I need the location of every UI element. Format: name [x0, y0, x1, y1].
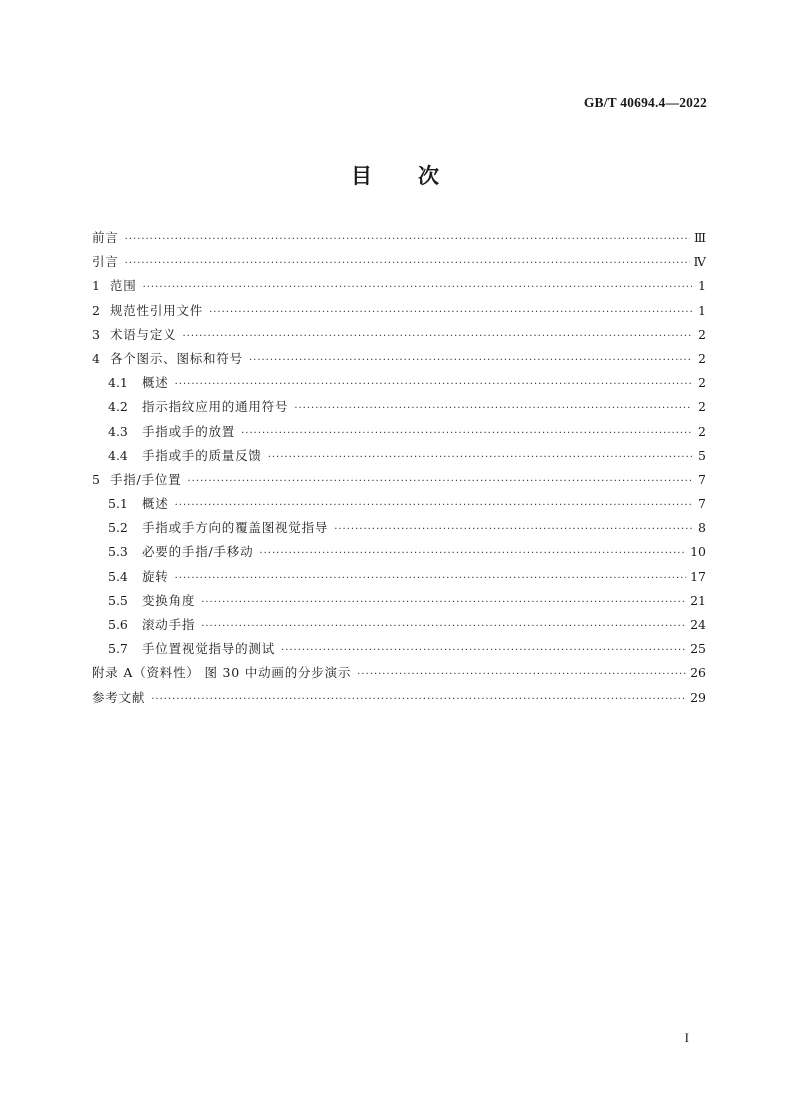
- toc-title-right: 次: [418, 164, 441, 188]
- toc-entry[interactable]: [92, 299, 706, 323]
- toc-dot-leader: [294, 397, 692, 421]
- toc-entry-page: 8: [698, 520, 706, 536]
- toc-entry[interactable]: [92, 613, 706, 637]
- toc-entry[interactable]: [92, 468, 706, 492]
- toc-dot-leader: [151, 688, 686, 712]
- toc-entry-number: 4.2: [108, 399, 128, 415]
- toc-entry[interactable]: [92, 347, 706, 371]
- toc-entry-page: 2: [698, 423, 706, 439]
- toc-entry-number: 5.4: [108, 568, 128, 584]
- toc-entry-number: 5: [92, 471, 100, 487]
- toc-entry[interactable]: [92, 637, 706, 661]
- toc-dot-leader: [125, 252, 690, 276]
- toc-entry-label: 术语与定义: [109, 326, 177, 342]
- toc-entry-label: 前言: [92, 230, 119, 245]
- toc-entry[interactable]: [92, 589, 706, 613]
- toc-entry-label: 手指或手方向的覆盖图视觉指导: [142, 520, 329, 536]
- toc-dot-leader: [357, 663, 686, 687]
- toc-entry[interactable]: [92, 420, 706, 444]
- toc-entry-page: 7: [698, 496, 706, 512]
- toc-entry-label: 概述: [142, 375, 169, 391]
- toc-entry-label: 引言: [92, 254, 119, 270]
- toc-entry-page: 17: [690, 568, 706, 584]
- toc-entry-number: 4.1: [108, 375, 128, 391]
- toc-entry-page: 7: [698, 471, 706, 487]
- toc-entry-label: 滚动手指: [142, 617, 196, 632]
- toc-entry-page: 29: [690, 689, 706, 705]
- toc-entry-number: 5.6: [108, 617, 128, 632]
- toc-dot-leader: [201, 615, 686, 639]
- toc-entry-label: 范围: [109, 278, 137, 294]
- toc-dot-leader: [175, 373, 692, 397]
- toc-entry-number: 2: [92, 302, 100, 318]
- toc-entry-number: 4.4: [108, 447, 128, 463]
- toc-entry[interactable]: [92, 395, 706, 419]
- page-number: I: [684, 1030, 689, 1045]
- toc-entry-page: 2: [698, 350, 706, 366]
- toc-entry-label: 参考文献: [92, 689, 146, 705]
- toc-entry-page: 25: [690, 641, 706, 657]
- toc-entry[interactable]: [92, 250, 706, 274]
- toc-dot-leader: [209, 301, 692, 325]
- toc-entry[interactable]: [92, 492, 706, 516]
- toc-entry[interactable]: [92, 226, 706, 250]
- toc-entry[interactable]: [92, 274, 706, 298]
- toc-entry-page: 21: [690, 592, 706, 608]
- toc-entry-number: 4.3: [108, 423, 128, 439]
- toc-entry-page: 1: [698, 302, 706, 318]
- toc-entry-label: 变换角度: [142, 592, 196, 608]
- toc-entry-number: 4: [92, 350, 100, 366]
- toc-dot-leader: [125, 228, 690, 252]
- toc-entry[interactable]: [92, 540, 706, 564]
- toc-entry[interactable]: [92, 444, 706, 468]
- toc-entry-number: 5.3: [108, 544, 128, 560]
- toc-entry-page: Ⅳ: [693, 254, 706, 270]
- toc-dot-leader: [175, 567, 686, 591]
- toc-entry-label: 手指或手的质量反馈: [142, 447, 262, 463]
- toc-entry-page: Ⅲ: [693, 230, 706, 245]
- toc-entry-number: 5.7: [108, 641, 128, 657]
- toc-dot-leader: [281, 639, 686, 663]
- toc-entry-number: 5.1: [108, 496, 128, 512]
- toc-title-left: 目: [351, 164, 374, 188]
- toc-entry-label: 旋转: [142, 568, 169, 584]
- toc-dot-leader: [175, 494, 692, 518]
- toc-entry[interactable]: [92, 661, 706, 685]
- toc-entry-page: 24: [690, 617, 706, 632]
- toc-entry-label: 指示指纹应用的通用符号: [142, 399, 289, 415]
- toc-entry-page: 5: [698, 447, 706, 463]
- toc-entry-number: 1: [92, 278, 100, 294]
- toc-entry-number: 3: [92, 326, 100, 342]
- toc-entry[interactable]: [92, 323, 706, 347]
- toc-entry-label: 手指或手的放置: [142, 423, 236, 439]
- table-of-contents: [92, 226, 706, 710]
- toc-dot-leader: [187, 470, 692, 494]
- toc-entry-page: 1: [698, 278, 706, 294]
- toc-dot-leader: [334, 518, 692, 542]
- toc-entry-label: 必要的手指/手移动: [142, 544, 254, 560]
- toc-entry-label: 概述: [142, 496, 169, 512]
- toc-dot-leader: [143, 276, 692, 300]
- toc-entry[interactable]: [92, 516, 706, 540]
- toc-entry-page: 10: [690, 544, 706, 560]
- toc-dot-leader: [259, 542, 686, 566]
- toc-entry-number: 5.5: [108, 592, 128, 608]
- toc-entry-page: 2: [698, 399, 706, 415]
- toc-title: [0, 160, 792, 190]
- toc-dot-leader: [268, 446, 692, 470]
- toc-entry-label: 手位置视觉指导的测试: [142, 641, 276, 657]
- toc-entry-page: 26: [690, 665, 706, 681]
- toc-entry-label: 手指/手位置: [109, 471, 182, 487]
- toc-entry[interactable]: [92, 565, 706, 589]
- toc-dot-leader: [241, 422, 692, 446]
- toc-entry-page: 2: [698, 375, 706, 391]
- toc-entry-label: 各个图示、图标和符号: [109, 350, 243, 366]
- toc-entry[interactable]: [92, 371, 706, 395]
- toc-entry[interactable]: [92, 686, 706, 710]
- toc-entry-label: 附录 A（资料性） 图 30 中动画的分步演示: [92, 665, 352, 681]
- toc-dot-leader: [182, 325, 692, 349]
- toc-dot-leader: [201, 591, 686, 615]
- toc-entry-page: 2: [698, 326, 706, 342]
- toc-entry-number: 5.2: [108, 520, 128, 536]
- standard-number: GB/T 40694.4—2022: [583, 95, 707, 110]
- toc-dot-leader: [249, 349, 692, 373]
- toc-entry-label: 规范性引用文件: [109, 302, 204, 318]
